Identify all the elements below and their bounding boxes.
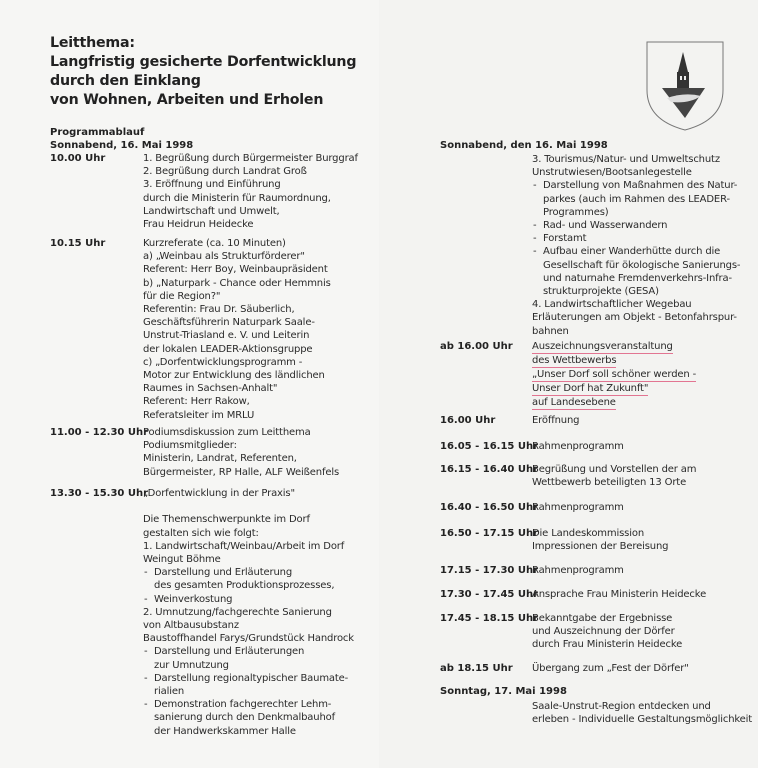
time-label: ab 18.15 Uhr <box>440 663 513 674</box>
text-line: - Demonstration fachgerechter Lehm- <box>143 698 354 711</box>
schedule-item <box>532 501 624 514</box>
text-line <box>532 354 696 368</box>
text-line: - Darstellung regionaltypischer Baumate- <box>143 672 354 685</box>
text-line: - Darstellung von Maßnahmen des Natur- <box>532 179 740 192</box>
text-line: Geschäftsführerin Naturpark Saale- <box>143 317 315 329</box>
schedule-item <box>143 237 331 422</box>
time-label: 17.45 - 18.15 Uhr <box>440 613 539 624</box>
text-line: der lokalen LEADER-Aktionsgruppe <box>143 343 313 355</box>
text-line: bahnen <box>532 325 569 337</box>
text-line: 1. Landwirtschaft/Weinbau/Arbeit im Dorf <box>143 540 345 552</box>
text-line: durch Frau Ministerin Heidecke <box>532 639 683 651</box>
text-line: Eröffnung <box>532 415 580 426</box>
schedule-item <box>143 487 354 738</box>
schedule-item <box>532 662 689 675</box>
text-line: 1. Begrüßung durch Bürgermeister Burggraf <box>143 153 358 164</box>
time-label: 10.00 Uhr <box>50 153 106 164</box>
underlined-text: Unser Dorf hat Zukunft" <box>532 383 649 394</box>
text-line <box>532 368 696 382</box>
text-line: sanierung durch den Denkmalbauhof <box>154 712 335 724</box>
program-label: Programmablauf <box>50 127 145 138</box>
text-line: erleben - Individuelle Gestaltungsmöglichkeit <box>532 714 753 726</box>
text-line: - Rad- und Wasserwandern <box>532 219 740 232</box>
text-line: und naturnahe Fremdenverkehrs-Infra- <box>543 272 732 284</box>
text-line: Programmes) <box>543 206 609 218</box>
text-line <box>532 382 696 396</box>
text-line: und Auszeichnung der Dörfer <box>532 626 675 638</box>
text-line: Bekanntgabe der Ergebnisse <box>532 613 673 624</box>
schedule-item <box>532 527 668 553</box>
text-line: Ministerin, Landrat, Referenten, <box>143 453 297 465</box>
text-line: Podiumsdiskussion zum Leitthema <box>143 427 311 438</box>
time-label: 13.30 - 15.30 Uhr <box>50 488 149 499</box>
headline <box>50 34 356 110</box>
time-label: 11.00 - 12.30 Uhr <box>50 427 149 438</box>
underlined-text: „Unser Dorf soll schöner werden - <box>532 369 697 380</box>
text-line: zur Umnutzung <box>154 659 229 671</box>
text-line: gestalten sich wie folgt: <box>143 527 259 539</box>
schedule-item <box>143 426 339 479</box>
text-line: Referent: Herr Rakow, <box>143 396 250 408</box>
schedule-item <box>532 564 624 577</box>
text-line: Die Themenschwerpunkte im Dorf <box>143 514 310 526</box>
schedule-continuation <box>532 153 740 338</box>
text-line: der Handwerkskammer Halle <box>154 725 296 737</box>
text-line: - Forstamt <box>532 232 740 245</box>
schedule-item <box>532 463 696 489</box>
underlined-text: auf Landesebene <box>532 397 616 408</box>
text-line: Motor zur Entwicklung des ländlichen <box>143 370 325 382</box>
sunday-item <box>532 700 752 726</box>
text-line: Wettbewerb beteiligten 13 Orte <box>532 477 687 489</box>
text-line: 2. Begrüßung durch Landrat Groß <box>143 166 307 178</box>
headline-line: Leitthema: <box>50 35 135 51</box>
text-line: Referent: Herr Boy, Weinbaupräsident <box>143 264 328 276</box>
text-line: Die Landeskommission <box>532 528 645 539</box>
text-line: Weingut Böhme <box>143 554 221 566</box>
text-line: Rahmenprogramm <box>532 502 624 513</box>
text-line <box>143 500 354 513</box>
text-line: - Darstellung und Erläuterung <box>143 566 354 579</box>
text-line: Referatsleiter im MRLU <box>143 409 255 421</box>
headline-line: Langfristig gesicherte Dorfentwicklung <box>50 54 357 70</box>
text-line: Erläuterungen am Objekt - Betonfahrspur- <box>532 312 737 324</box>
time-label: 16.50 - 17.15 Uhr <box>440 528 539 539</box>
time-label: 16.00 Uhr <box>440 415 496 426</box>
schedule-item <box>532 440 624 453</box>
underlined-text: des Wettbewerbs <box>532 355 617 366</box>
time-label: 10.15 Uhr <box>50 238 106 249</box>
text-line: Saale-Unstrut-Region entdecken und <box>532 701 711 712</box>
text-line: - Aufbau einer Wanderhütte durch die <box>532 245 740 258</box>
text-line: 3. Tourismus/Natur- und Umweltschutz <box>532 154 720 165</box>
text-line: rialien <box>154 686 185 698</box>
text-line: Rahmenprogramm <box>532 441 624 452</box>
text-line: von Altbausubstanz <box>143 620 239 632</box>
text-line: Gesellschaft für ökologische Sanierungs- <box>543 259 741 271</box>
time-label: 17.30 - 17.45 Uhr <box>440 589 539 600</box>
text-line: „Dorfentwicklung in der Praxis" <box>143 488 295 499</box>
text-line: - Darstellung und Erläuterungen <box>143 645 354 658</box>
right-date: Sonnabend, den 16. Mai 1998 <box>440 140 608 151</box>
time-label: 16.40 - 16.50 Uhr <box>440 502 539 513</box>
text-line: Übergang zum „Fest der Dörfer" <box>532 663 689 674</box>
text-line: Raumes in Sachsen-Anhalt" <box>143 383 278 395</box>
text-line: a) „Weinbau als Strukturförderer" <box>143 251 305 263</box>
text-line: Ansprache Frau Ministerin Heidecke <box>532 589 707 600</box>
coat-of-arms-icon <box>645 40 725 132</box>
text-line <box>532 396 696 410</box>
headline-line: von Wohnen, Arbeiten und Erholen <box>50 92 324 108</box>
text-line: durch die Ministerin für Raumordnung, <box>143 192 331 204</box>
text-line: Rahmenprogramm <box>532 565 624 576</box>
text-line: parkes (auch im Rahmen des LEADER- <box>543 193 730 205</box>
text-line: c) „Dorfentwicklungsprogramm - <box>143 356 303 368</box>
text-line: Referentin: Frau Dr. Säuberlich, <box>143 304 295 316</box>
text-line: Impressionen der Bereisung <box>532 541 669 553</box>
text-line: strukturprojekte (GESA) <box>543 286 659 298</box>
text-line: Baustoffhandel Farys/Grundstück Handrock <box>143 633 354 645</box>
underlined-text: Auszeichnungsveranstaltung <box>532 341 673 352</box>
time-label: 17.15 - 17.30 Uhr <box>440 565 539 576</box>
schedule-item <box>532 340 696 410</box>
text-line: Landwirtschaft und Umwelt, <box>143 205 280 217</box>
schedule-item <box>532 588 706 601</box>
text-line: Podiumsmitglieder: <box>143 440 237 452</box>
text-line: - Weinverkostung <box>143 593 354 606</box>
text-line: Kurzreferate (ca. 10 Minuten) <box>143 238 286 249</box>
text-line: Begrüßung und Vorstellen der am <box>532 464 697 475</box>
text-line: 4. Landwirtschaftlicher Wegebau <box>532 299 692 311</box>
text-line: b) „Naturpark - Chance oder Hemmnis <box>143 277 331 289</box>
text-line: Unstrutwiesen/Bootsanlegestelle <box>532 167 692 179</box>
left-date: Sonnabend, 16. Mai 1998 <box>50 140 194 151</box>
time-label: ab 16.00 Uhr <box>440 341 513 352</box>
text-line: 2. Umnutzung/fachgerechte Sanierung <box>143 606 332 618</box>
text-line: Unstrut-Triasland e. V. und Leiterin <box>143 330 310 342</box>
text-line <box>532 340 696 354</box>
text-line: Bürgermeister, RP Halle, ALF Weißenfels <box>143 466 340 478</box>
sunday-date: Sonntag, 17. Mai 1998 <box>440 686 567 697</box>
text-line: des gesamten Produktionsprozesses, <box>154 580 335 592</box>
text-line: für die Region?" <box>143 290 221 302</box>
schedule-item <box>143 152 358 231</box>
schedule-item <box>532 612 682 652</box>
text-line: Frau Heidrun Heidecke <box>143 219 254 231</box>
time-label: 16.15 - 16.40 Uhr <box>440 464 539 475</box>
time-label: 16.05 - 16.15 Uhr <box>440 441 539 452</box>
headline-line: durch den Einklang <box>50 73 201 89</box>
schedule-item <box>532 414 579 427</box>
text-line: 3. Eröffnung und Einführung <box>143 179 281 191</box>
